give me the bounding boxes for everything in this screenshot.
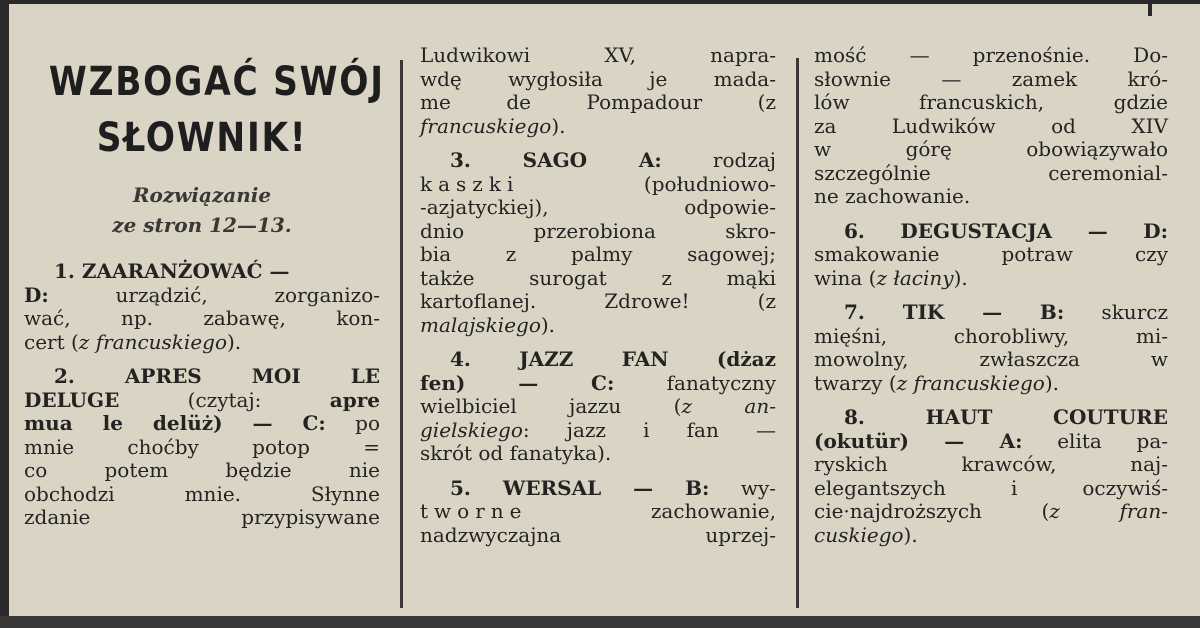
entry-5-continued (814, 44, 1168, 209)
entry-text: cie·najdroższych ( (814, 499, 1050, 523)
entry-line: co potem będzie nie (24, 458, 380, 482)
left-border (0, 0, 9, 628)
entry-origin: gielskiego (420, 417, 523, 442)
entry-answer: D: (24, 282, 49, 307)
entry-line: Ludwikowi XV, napra- (420, 43, 776, 67)
entry-line: me de Pompadour (z (420, 90, 776, 114)
column-divider-1 (400, 60, 403, 608)
entry-text: ). (227, 329, 242, 354)
entry-line: mięśni, chorobliwy, mi- (814, 323, 1168, 348)
entry-text: twarzy ( (814, 370, 897, 395)
entry-term: 1. ZAARANŻOWAĆ — (54, 259, 290, 283)
entry-term: 8. HAUT COUTURE (844, 405, 1168, 429)
column-3 (814, 44, 1168, 547)
entry-line (814, 406, 1168, 430)
entry-line: kartoflanej. Zdrowe! (z (420, 289, 776, 313)
entry-text: wina ( (814, 265, 877, 290)
entry-line: dnio przerobiona skro- (420, 218, 776, 243)
entry-text: cert ( (24, 329, 79, 354)
entry-text: (południowo- (519, 171, 776, 196)
entry-line (420, 115, 776, 139)
entry-3 (420, 149, 776, 337)
top-border-tick (1148, 0, 1152, 16)
entry-line: smakowanie potraw czy (814, 242, 1168, 266)
entry-line: zdanie przypisywane (24, 505, 380, 529)
entry-line (24, 284, 380, 308)
entry-line (420, 149, 776, 173)
entry-text: ). (953, 265, 968, 290)
entry-origin: malajskiego (420, 312, 541, 337)
entry-origin: z an- (681, 394, 776, 418)
entry-line (24, 365, 380, 389)
entry-line: ne zachowanie. (814, 184, 971, 208)
entry-term: 3. SAGO A: (450, 148, 662, 172)
entry-line (24, 260, 380, 284)
entry-line: lów francuskich, gdzie (814, 90, 1168, 114)
entry-term: DELUGE (24, 387, 120, 412)
entry-answer: mua le delüż) — C: (24, 411, 326, 435)
entry-line (420, 348, 776, 372)
entry-8 (814, 406, 1168, 547)
entry-line (420, 173, 776, 197)
entry-line (24, 331, 380, 355)
entry-2-continued (420, 44, 776, 138)
entry-line (420, 372, 776, 396)
entry-spaced-word: kaszki (420, 171, 520, 196)
entry-text: wy- (709, 475, 776, 500)
entry-line: obchodzi mnie. Słynne (24, 481, 380, 506)
entry-line (24, 389, 380, 413)
entry-text: po (325, 411, 380, 435)
subheading (24, 180, 380, 240)
entry-line (420, 419, 776, 443)
entry-text: elita pa- (1022, 428, 1168, 453)
bottom-border (0, 616, 1200, 628)
entry-term: 4. JAZZ FAN (dżaz (450, 347, 776, 371)
entry-text: (czytaj: (119, 387, 330, 412)
entry-line (814, 220, 1168, 244)
column-1 (24, 44, 385, 530)
entry-line: słownie — zamek kró- (814, 66, 1168, 91)
entry-text: : jazz i fan — (522, 417, 776, 442)
entry-line (814, 267, 1168, 291)
subheading-line-1: Rozwiązanie (132, 183, 272, 207)
entry-term: 5. WERSAL — B: (450, 475, 710, 500)
entry-line: mość — przenośnie. Do- (814, 43, 1168, 67)
entry-line (24, 412, 380, 436)
entry-text: ). (540, 312, 556, 337)
headline (48, 54, 385, 166)
entry-line: bia z palmy sagowej; (420, 242, 776, 266)
entry-5 (420, 477, 776, 548)
entry-4 (420, 348, 776, 466)
entry-text: zachowanie, (527, 499, 776, 523)
entry-line: w górę obowiązywało (814, 137, 1168, 161)
entry-line: wać, np. zabawę, kon- (24, 306, 380, 330)
entry-line: mnie choćby potop = (24, 434, 380, 459)
entry-line (814, 500, 1168, 524)
entry-line: skrót od fanatyka). (420, 441, 612, 465)
entry-6 (814, 220, 1168, 291)
entry-pronunciation: apre (329, 387, 380, 412)
entry-text: wielbiciel jazzu ( (420, 394, 682, 418)
entry-line: nadzwyczajna uprzej- (420, 522, 776, 547)
entry-spaced-word: tworne (420, 499, 528, 523)
entry-line (420, 395, 776, 419)
entry-line: także surogat z mąki (420, 265, 776, 290)
entry-origin: z francuskiego (896, 370, 1045, 395)
top-border (0, 0, 1200, 4)
entry-line (420, 314, 776, 338)
entry-line (814, 372, 1168, 396)
entry-term: 2. APRES MOI LE (54, 364, 380, 388)
entry-origin: cuskiego (814, 522, 904, 547)
headline-line-1: WZBOGAĆ SWÓJ (48, 59, 385, 105)
entry-origin: francuskiego (420, 113, 552, 138)
entry-line (420, 500, 776, 524)
entry-line: za Ludwików od XIV (814, 113, 1168, 138)
subheading-line-2: ze stron 12—13. (112, 213, 292, 237)
entry-answer: (okutür) — A: (814, 428, 1023, 453)
entry-origin: z fran- (1049, 499, 1168, 523)
entry-line (420, 477, 776, 501)
entry-line: wdę wygłosiła je mada- (420, 66, 776, 91)
entry-line: mowolny, zwłaszcza w (814, 347, 1168, 371)
entry-text: ). (1044, 370, 1060, 395)
entry-line: elegantszych i oczywiś- (814, 475, 1168, 500)
entry-term: 6. DEGUSTACJA — D: (844, 218, 1168, 243)
entry-1 (24, 260, 380, 354)
entry-text: skurcz (1064, 300, 1168, 324)
entry-text: ). (903, 522, 918, 547)
entry-line (814, 301, 1168, 325)
entry-line: -azjatyckiej), odpowie- (420, 195, 776, 219)
column-2 (420, 44, 776, 547)
entry-2 (24, 365, 380, 530)
entry-origin: z łaciny (876, 265, 954, 290)
entry-origin: z francuskiego (78, 329, 227, 354)
entry-term: 7. TIK — B: (844, 300, 1065, 324)
entry-text: urządzić, zorganizo- (48, 282, 380, 307)
entry-7 (814, 301, 1168, 395)
entry-text: rodzaj (661, 148, 776, 172)
column-divider-2 (796, 58, 799, 608)
entry-line (814, 524, 1168, 548)
entry-answer: fen) — C: (420, 370, 615, 395)
entry-line: szczególnie ceremonial- (814, 160, 1168, 185)
entry-text: ). (551, 113, 566, 138)
entry-text: fanatyczny (614, 370, 776, 395)
entry-line: ryskich krawców, naj- (814, 452, 1168, 476)
headline-line-2: SŁOWNIK! (96, 115, 308, 161)
entry-line (814, 430, 1168, 454)
